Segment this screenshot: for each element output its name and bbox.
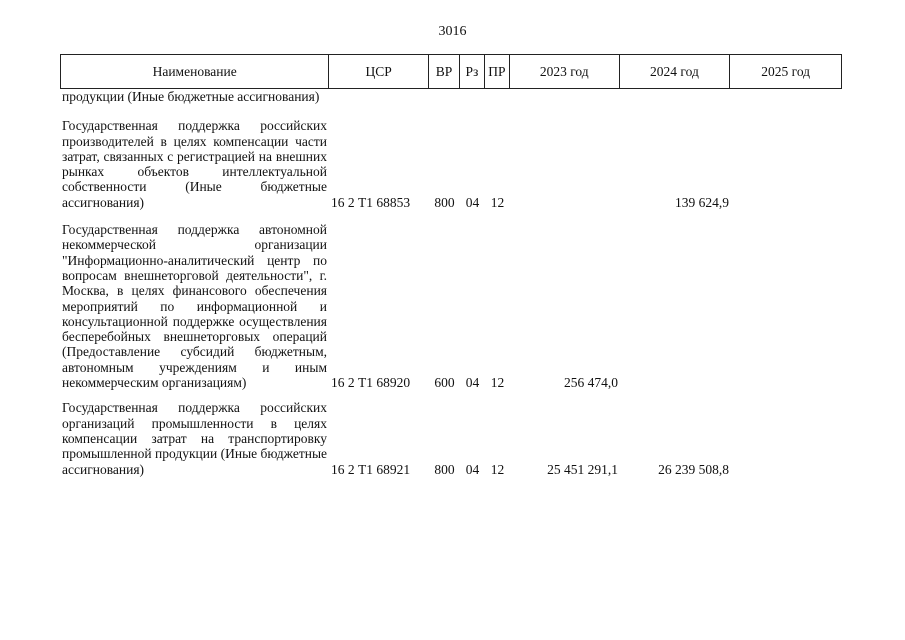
header-name: Наименование	[61, 55, 329, 88]
row-rz: 04	[465, 461, 480, 477]
row-csr: 16 2 Т1 68921	[331, 461, 411, 477]
row-name: Государственная поддержка российских производителей в целях компенсации части затрат, связанных с регистрацией на внешних рынках объектов интеллектуальной собственности (Иные бюджетные ассигнования)	[62, 118, 327, 210]
row-vr: 600	[434, 375, 455, 391]
row-2023: 25 451 291,1	[547, 461, 618, 477]
row-2024: 26 239 508,8	[658, 461, 729, 477]
table-header	[60, 54, 842, 89]
table-row	[60, 222, 842, 390]
row-name: Государственная поддержка российских организаций промышленности в целях компенсации затрат на транспортировку промышленной продукции (Иные бюджетные ассигнования)	[62, 400, 327, 477]
table-row	[60, 118, 842, 210]
header-vr: ВР	[429, 55, 460, 88]
row-rz: 04	[465, 375, 480, 391]
row-name: продукции (Иные бюджетные ассигнования)	[62, 89, 320, 104]
row-vr: 800	[434, 461, 455, 477]
table-row	[60, 89, 842, 104]
row-csr: 16 2 Т1 68920	[331, 375, 411, 391]
header-pr: ПР	[485, 55, 510, 88]
row-rz: 04	[465, 194, 480, 210]
row-2023: 256 474,0	[564, 375, 618, 391]
header-2025: 2025 год	[761, 63, 811, 79]
table-body	[60, 89, 842, 477]
row-pr: 12	[490, 375, 505, 391]
row-pr: 12	[490, 461, 505, 477]
header-rz: Рз	[460, 55, 485, 88]
table-row	[60, 400, 842, 476]
row-csr: 16 2 Т1 68853	[331, 194, 411, 210]
header-csr: ЦСР	[329, 55, 429, 88]
row-2024: 139 624,9	[675, 194, 729, 210]
header-2023: 2023 год	[510, 55, 620, 88]
budget-table	[60, 54, 842, 487]
row-name: Государственная поддержка автономной некоммерческой организации "Информационно-аналитический центр по вопросам внешнеторговой деятельности", г. Москва, в целях финансового обеспечения мероприятий по информационной и консультационной поддержке осуществления бесперебойных внешнеторговых операций (Предоставление субсидий бюджетным, автономным учреждениям и иным некоммерческим организациям)	[62, 222, 327, 391]
page-number: 3016	[438, 24, 467, 39]
row-vr: 800	[434, 194, 455, 210]
row-pr: 12	[490, 194, 505, 210]
header-2024: 2024 год	[620, 55, 731, 88]
